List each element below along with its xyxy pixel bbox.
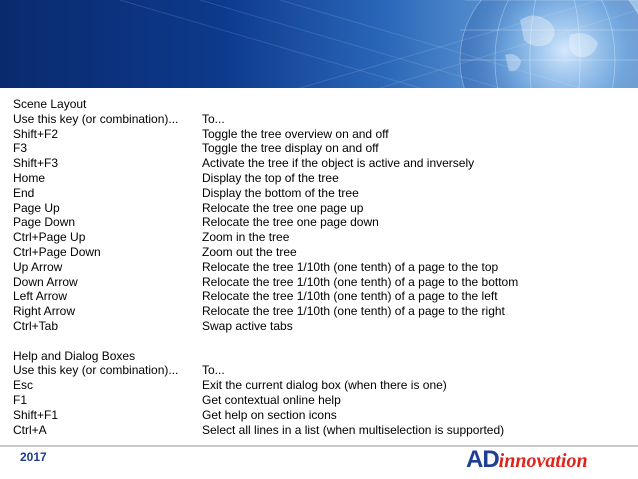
- logo-suffix: innovation: [498, 450, 588, 472]
- column-header: [13, 112, 633, 127]
- shortcut-description: Zoom in the tree: [202, 230, 290, 245]
- shortcut-row: [13, 378, 633, 393]
- section-title: Help and Dialog Boxes: [13, 348, 136, 363]
- shortcut-row: [13, 230, 633, 245]
- shortcut-description: Display the top of the tree: [202, 170, 339, 185]
- shortcut-key: Shift+F1: [13, 407, 59, 422]
- shortcut-key: Ctrl+Page Down: [13, 244, 101, 259]
- shortcut-description: Select all lines in a list (when multiselection is supported): [202, 422, 505, 437]
- shortcut-description: Toggle the tree overview on and off: [202, 126, 389, 141]
- shortcut-description: Zoom out the tree: [202, 244, 297, 259]
- shortcut-key: Right Arrow: [13, 304, 76, 319]
- shortcut-key: Home: [13, 170, 46, 185]
- shortcut-description: Activate the tree if the object is active and inversely: [202, 156, 475, 171]
- shortcut-row: [13, 319, 633, 334]
- shortcut-row: [13, 408, 633, 423]
- action-column-header: To...: [202, 111, 225, 126]
- shortcut-description: Swap active tabs: [202, 318, 293, 333]
- shortcut-row: [13, 215, 633, 230]
- adinnovation-logo: [466, 446, 588, 474]
- shortcut-description: Relocate the tree 1/10th (one tenth) of a page to the bottom: [202, 274, 519, 289]
- shortcut-key: Esc: [13, 378, 34, 393]
- shortcut-description: Get help on section icons: [202, 407, 337, 422]
- shortcut-row: [13, 245, 633, 260]
- shortcut-description: Get contextual online help: [202, 392, 341, 407]
- shortcut-key: End: [13, 185, 35, 200]
- shortcut-row: [13, 275, 633, 290]
- shortcut-row: [13, 423, 633, 438]
- shortcut-row: [13, 156, 633, 171]
- shortcut-description: Toggle the tree display on and off: [202, 141, 379, 156]
- shortcut-key: Ctrl+A: [13, 422, 47, 437]
- shortcut-row: [13, 186, 633, 201]
- shortcut-key: Ctrl+Page Up: [13, 230, 86, 245]
- shortcut-key: Ctrl+Tab: [13, 318, 59, 333]
- shortcut-row: [13, 127, 633, 142]
- shortcut-description: Exit the current dialog box (when there is one): [202, 378, 447, 393]
- shortcut-row: [13, 141, 633, 156]
- shortcut-description: Relocate the tree one page down: [202, 215, 379, 230]
- shortcut-description: Display the bottom of the tree: [202, 185, 359, 200]
- shortcut-key: Down Arrow: [13, 274, 78, 289]
- shortcut-description: Relocate the tree 1/10th (one tenth) of a page to the top: [202, 259, 499, 274]
- shortcut-content: [13, 97, 633, 437]
- footer-year: 2017: [20, 450, 47, 464]
- shortcut-row: [13, 289, 633, 304]
- shortcut-description: Relocate the tree 1/10th (one tenth) of a page to the left: [202, 289, 498, 304]
- section-spacer: [13, 334, 633, 349]
- section-title: Scene Layout: [13, 97, 87, 111]
- shortcut-key: Up Arrow: [13, 259, 63, 274]
- shortcut-row: [13, 393, 633, 408]
- shortcut-key: Shift+F3: [13, 156, 59, 171]
- logo-prefix: AD: [466, 446, 499, 473]
- column-header: [13, 363, 633, 378]
- key-column-header: Use this key (or combination)...: [13, 111, 179, 126]
- header-banner: [0, 0, 638, 88]
- shortcut-description: Relocate the tree one page up: [202, 200, 364, 215]
- shortcut-key: Shift+F2: [13, 126, 59, 141]
- shortcut-key: F3: [13, 141, 28, 156]
- shortcut-row: [13, 304, 633, 319]
- shortcut-description: Relocate the tree 1/10th (one tenth) of a page to the right: [202, 304, 505, 319]
- shortcut-key: Page Up: [13, 200, 60, 215]
- shortcut-key: F1: [13, 392, 28, 407]
- shortcut-row: [13, 201, 633, 216]
- action-column-header: To...: [202, 363, 225, 378]
- key-column-header: Use this key (or combination)...: [13, 363, 179, 378]
- shortcut-row: [13, 260, 633, 275]
- globe-icon: [0, 0, 638, 88]
- shortcut-key: Page Down: [13, 215, 76, 230]
- shortcut-key: Left Arrow: [13, 289, 68, 304]
- shortcut-row: [13, 171, 633, 186]
